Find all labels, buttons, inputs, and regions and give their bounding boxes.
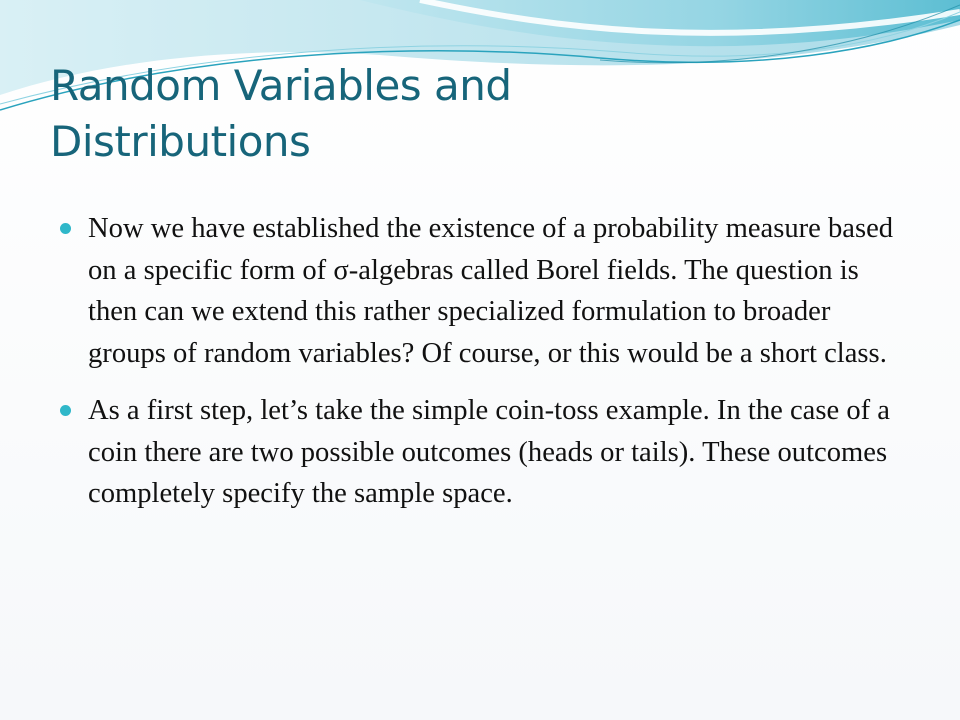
- bullet-text: Now we have established the existence of a probability measure based on a specific form of σ-algebras called Borel fields. The question is then can we extend this rather specialized formulation to broader groups of random variables? Of course, or this would be a short class.: [88, 213, 894, 369]
- bullet-dot-icon: [60, 405, 71, 416]
- bullet-text: As a first step, let’s take the simple coin-toss example. In the case of a coin there are two possible outcomes (heads or tails). These outcomes completely specify the sample space.: [88, 395, 890, 509]
- bullet-item: [60, 208, 910, 374]
- title-line-1: Random Variables and: [50, 61, 512, 110]
- bullet-dot-icon: [60, 223, 71, 234]
- bullet-item: [60, 390, 910, 515]
- bullet-list: [60, 208, 910, 531]
- slide-title: [50, 58, 910, 170]
- title-line-2: Distributions: [50, 117, 311, 166]
